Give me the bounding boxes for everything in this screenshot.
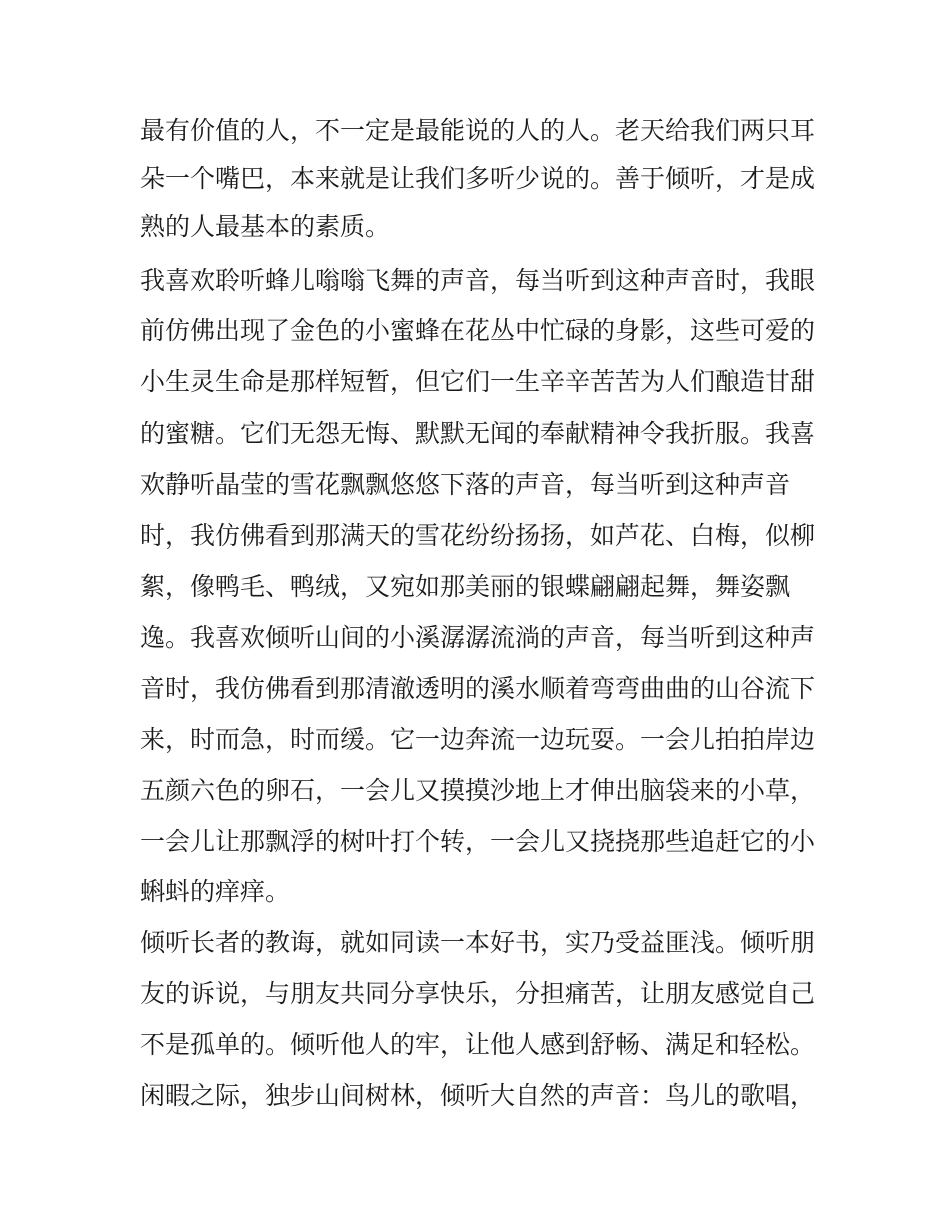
- text-line: 友的诉说，与朋友共同分享快乐，分担痛苦，让朋友感觉自己: [140, 979, 816, 1008]
- text-line: 朵一个嘴巴，本来就是让我们多听少说的。善于倾听，才是成: [140, 164, 816, 193]
- text-line: 闲暇之际，独步山间树林，倾听大自然的声音：鸟儿的歌唱，: [140, 1081, 816, 1110]
- text-line: 絮，像鸭毛、鸭绒，又宛如那美丽的银蝶翩翩起舞，舞姿飘: [140, 572, 791, 601]
- text-line: 小生灵生命是那样短暂，但它们一生辛辛苦苦为人们酿造甘甜: [140, 367, 816, 396]
- text-line: 音时，我仿佛看到那清澈透明的溪水顺着弯弯曲曲的山谷流下: [140, 674, 816, 703]
- text-line: 熟的人最基本的素质。: [140, 212, 391, 241]
- text-line: 时，我仿佛看到那满天的雪花纷纷扬扬，如芦花、白梅，似柳: [140, 521, 816, 550]
- text-line: 前仿佛出现了金色的小蜜蜂在花丛中忙碌的身影，这些可爱的: [140, 316, 816, 345]
- text-line: 倾听长者的教诲，就如同读一本好书，实乃受益匪浅。倾听朋: [140, 928, 816, 957]
- text-line: 来，时而急，时而缓。它一边奔流一边玩耍。一会儿拍拍岸边: [140, 725, 816, 754]
- text-line: 蝌蚪的痒痒。: [140, 877, 291, 906]
- text-line: 的蜜糖。它们无怨无悔、默默无闻的奉献精神令我折服。我喜: [140, 419, 816, 448]
- text-line: 最有价值的人，不一定是最能说的人的人。老天给我们两只耳: [140, 116, 816, 145]
- text-line: 五颜六色的卵石，一会儿又摸摸沙地上才伸出脑袋来的小草，: [140, 776, 816, 805]
- text-line: 我喜欢聆听蜂儿嗡嗡飞舞的声音，每当听到这种声音时，我眼: [140, 266, 816, 295]
- text-line: 一会儿让那飘浮的树叶打个转，一会儿又挠挠那些追赶它的小: [140, 827, 816, 856]
- text-line: 逸。我喜欢倾听山间的小溪潺潺流淌的声音，每当听到这种声: [140, 623, 816, 652]
- text-line: 欢静听晶莹的雪花飘飘悠悠下落的声音，每当听到这种声音: [140, 470, 791, 499]
- text-line: 不是孤单的。倾听他人的牢，让他人感到舒畅、满足和轻松。: [140, 1030, 816, 1059]
